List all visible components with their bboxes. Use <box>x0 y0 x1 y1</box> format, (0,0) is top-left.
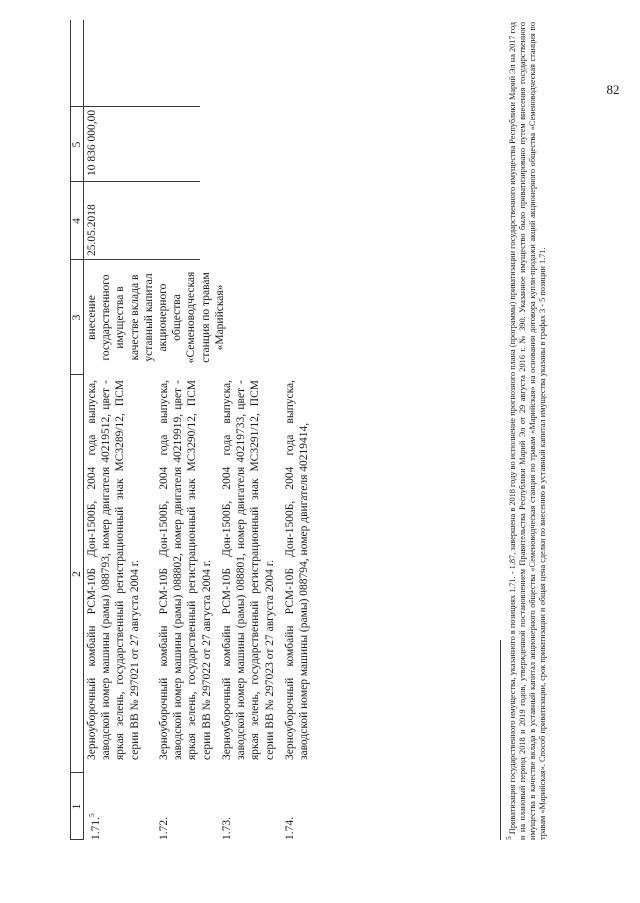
row-number-1-74: 1.74. <box>284 817 296 840</box>
row-description-1-73: Зерноуборочный комбайн РСМ-10Б Дон-1500Б, 2004 года выпуска, заводской номер машины (рамы) 088801, номер двигателя 40219733, цвет - яркая зелень, государственный регистрационный знак МС3291/12, ПСМ серии ВВ № 297023 от 27 августа 2004 г. <box>221 380 276 760</box>
registry-table <box>70 20 570 840</box>
rotated-page-content <box>70 20 570 840</box>
row-description-1-71: Зерноуборочный комбайн РСМ-10Б Дон-1500Б, 2004 года выпуска, заводской номер машины (рамы) 088793, номер двигателя 40219512, цвет - яркая зелень, государственный регистрационный знак МС3289/12, ПСМ серии ВВ № 297021 от 27 августа 2004 г. <box>86 380 141 760</box>
row-price-1-71: 10 836 000,00 <box>86 109 98 176</box>
header-col-4: 4 <box>71 218 83 224</box>
footnote-ref: 5 <box>87 813 96 817</box>
header-col-1: 1 <box>71 803 83 810</box>
column-divider-5 <box>70 181 200 182</box>
column-divider-4 <box>70 259 200 260</box>
footnote-marker: 5 <box>504 836 513 840</box>
header-col-3: 3 <box>71 314 83 321</box>
row-number-1-71: 1.71.$^5$ <box>87 813 102 840</box>
row-number-1-73: 1.73. <box>221 817 233 840</box>
footnote-text: Приватизация государственного имущества, указанного в позициях 1.71. - 1.87, завершена в 2018 году во исполнение прогнозного плана (программы) приватизации государственного имущества Республики Марий Эл на 2017 год и на плановый период 2018 и 2019 годов, утвержденной постановлением Правительства Республики Марий Эл от 29 августа 2016 г. № 390. Указанное имущество было приватизировано путем внесения государственного имущества в качестве вклада в уставный капитал акционерного общества «Семеноводческая станция по травам «Марийская» на основании договора купли-продажи акций акционерного общества «Семеноводческая станция по травам «Марийская». Способ приватизации, срок приватизации и общая цена сделки по внесению в уставный капитал имущества указаны в графах 3 - 5 позиции 1.71. <box>507 22 548 840</box>
row-description-1-74: Зерноуборочный комбайн РСМ-10Б Дон-1500Б, 2004 года выпуска, заводской номер машины (рамы) 088794, номер двигателя 40219414, <box>284 380 311 760</box>
footnote-separator <box>500 640 501 840</box>
page-number: 82 <box>606 82 620 97</box>
row-number-1-72: 1.72. <box>158 817 170 840</box>
footnote <box>504 22 548 840</box>
header-col-2: 2 <box>71 571 83 577</box>
row-description-1-72: Зерноуборочный комбайн РСМ-10Б Дон-1500Б, 2004 года выпуска, заводской номер машины (рамы) 088802, номер двигателя 40219919, цвет - яркая зелень, государственный регистрационный знак МС3290/12, ПСМ серии ВВ № 297022 от 27 августа 2004 г. <box>158 380 213 760</box>
row-date-1-71: 25.05.2018 <box>86 204 98 256</box>
row-basis-1-71: внесение государственного имущества в качестве вклада в уставный капитал акционерного общества «Семеноводческая станция по травам «Марийская» <box>86 271 226 364</box>
header-col-5: 5 <box>71 141 83 148</box>
